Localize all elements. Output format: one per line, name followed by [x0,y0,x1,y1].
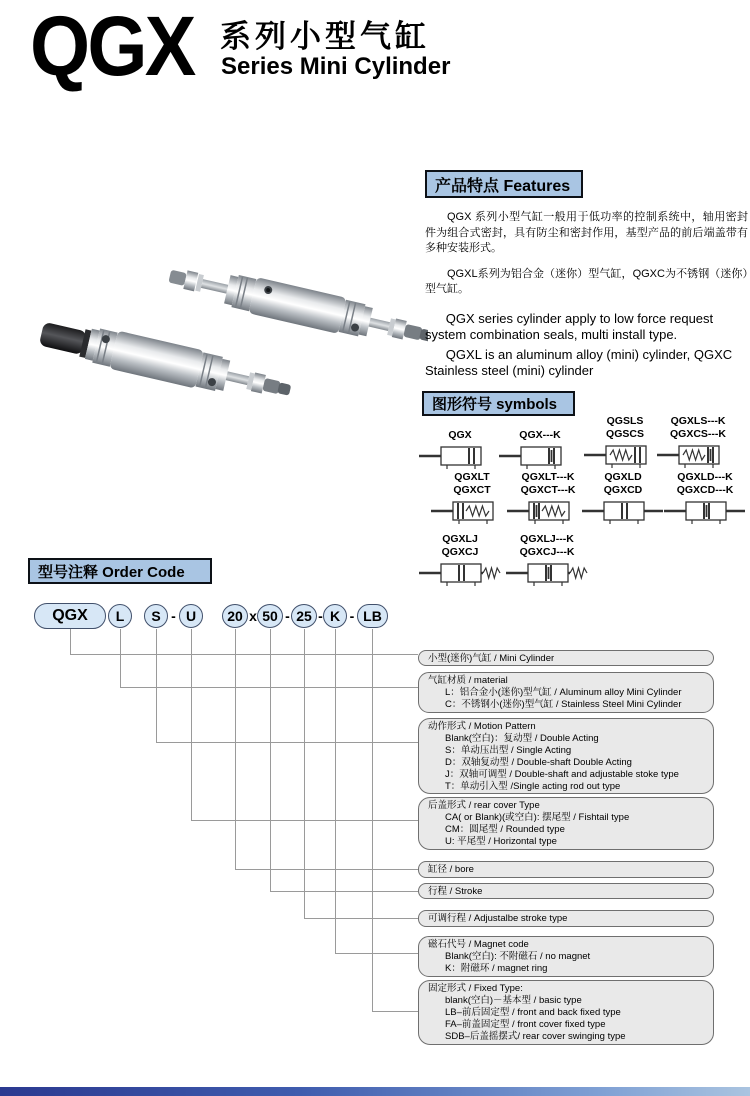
order-code-box [418,980,714,1045]
order-code-box [418,797,714,850]
connector-vertical-line [120,629,121,687]
connector-vertical-line [304,629,305,918]
order-code-box [418,672,714,713]
connector-vertical-line [335,629,336,953]
symbol-label: QGXLS---K [670,415,726,427]
cylinder-symbol-icon [417,559,503,589]
order-code-box-title: 小型(迷你)气缸 / Mini Cylinder [428,653,555,664]
symbol-label: QGXCD [603,484,643,496]
order-code-box-line: T：单动引入型 /Single acting rod out type [445,781,621,792]
symbol-label: QGXCD---K [676,484,734,496]
order-code-box-line: D：双轴复动型 / Double-shaft Double Acting [445,757,632,768]
symbol-label: QGX---K [519,429,561,441]
symbol-label: QGSLS [606,415,644,427]
connector-horizontal-line [270,891,418,892]
order-code-box [418,910,714,927]
symbol-label: QGXLT [454,471,490,483]
order-code-token-U: U [179,604,203,628]
footer-color-bar [0,1087,750,1096]
symbol-label: QGXLJ---K [520,533,574,545]
order-code-box [418,650,714,666]
cylinder-symbol-icon [417,442,503,472]
cylinder-symbol-icon [655,441,741,471]
cylinder-symbol-icon [505,497,591,527]
order-code-box-title: 磁石代号 / Magnet code [428,939,529,950]
symbol-label: QGXCT [453,484,491,496]
cylinder-symbol-icon [580,497,666,527]
connector-horizontal-line [70,654,418,655]
order-code-box [418,861,714,878]
connector-horizontal-line [120,687,418,688]
symbol-label: QGX [448,429,472,441]
connector-horizontal-line [156,742,418,743]
order-code-box-title: 气缸材质 / material [428,675,508,686]
order-code-box-title: 固定形式 / Fixed Type: [428,983,523,994]
symbol-label: QGXCS---K [670,428,726,440]
order-code-token-50: 50 [257,604,283,628]
symbol-label: QGXCJ [441,546,479,558]
order-code-token-QGX: QGX [34,603,106,629]
connector-vertical-line [156,629,157,742]
symbol-label: QGXLT---K [521,471,575,483]
order-code-box-title: 动作形式 / Motion Pattern [428,721,536,732]
order-code-box-title: 行程 / Stroke [428,886,483,897]
symbols-section-header: 图形符号 symbols [422,391,575,416]
order-code-box-title: 缸径 / bore [428,864,474,875]
order-code-box-line: CA( or Blank)(或空白): 摆尾型 / Fishtail type [445,812,630,823]
symbol-label: QGSCS [606,428,644,440]
order-code-separator: - [171,608,176,624]
order-code-token-LB: LB [357,604,388,628]
connector-horizontal-line [372,1011,418,1012]
cylinder-front [37,314,294,407]
cylinder-symbol-icon [429,497,515,527]
order-code-box-line: LB–前后固定型 / front and back fixed type [445,1007,621,1018]
cylinder-symbol-icon [497,442,583,472]
connector-horizontal-line [304,918,418,919]
symbol-basic [417,429,503,472]
symbol-label: QGXLJ [442,533,478,545]
features-cn-paragraph: QGXL系列为铝合金（迷你）型气缸，QGXC为不锈钢（迷你）型气缸。 [425,267,748,295]
features-en-paragraph: QGXL is an aluminum alloy (mini) cylinder, QGXC Stainless steel (mini) cylinder [425,346,733,378]
symbol-basic-magnet [497,429,583,472]
order-code-box [418,883,714,899]
order-code-token-L: L [108,604,132,628]
order-code-box [418,936,714,977]
symbol-label: QGXCJ---K [519,546,575,558]
connector-vertical-line [235,629,236,869]
symbol-label: QGXLD---K [677,471,733,483]
order-code-separator: - [318,608,323,624]
symbol-double-rod-magnet [662,471,748,527]
symbol-double-rod-spring-magnet [504,533,590,589]
order-code-box-line: blank(空白)－基本型 / basic type [445,995,582,1006]
features-text-block [425,210,748,380]
page-title-cn: 系列小型气缸 [220,19,430,54]
order-code-box-line: FA–前盖固定型 / front cover fixed type [445,1019,606,1030]
connector-vertical-line [372,629,373,1011]
cylinder-symbol-icon [662,497,748,527]
order-code-box-line: L：铝合金小(迷你)型气缸 / Aluminum alloy Mini Cylinder [445,687,682,698]
order-code-box-line: CM：圆尾型 / Rounded type [445,824,565,835]
cylinder-symbol-icon [504,559,590,589]
connector-vertical-line [70,629,71,654]
features-section-header: 产品特点 Features [425,170,583,198]
order-code-box-line: J：双轴可调型 / Double-shaft and adjustable stoke type [445,769,679,780]
order-code-separator: x [249,608,257,624]
order-code-separator: - [285,608,290,624]
connector-horizontal-line [335,953,418,954]
connector-horizontal-line [235,869,418,870]
order-code-box-line: K：附磁环 / magnet ring [445,963,548,974]
symbol-spring-front-magnet [505,471,591,527]
order-code-box [418,718,714,794]
order-code-token-20: 20 [222,604,248,628]
order-code-token-K: K [323,604,347,628]
order-code-box-title: 后盖形式 / rear cover Type [428,800,540,811]
connector-vertical-line [191,629,192,820]
order-code-separator: - [349,608,355,624]
order-code-token-S: S [144,604,168,628]
order-code-box-line: Blank(空白)：复动型 / Double Acting [445,733,599,744]
symbol-spring-rear-magnet [655,415,741,471]
order-code-token-25: 25 [291,604,317,628]
order-code-box-line: S：单动压出型 / Single Acting [445,745,572,756]
features-cn-paragraph: QGX 系列小型气缸一般用于低功率的控制系统中，轴用密封件为组合式密封，具有防尘和密封作用，基型产品的前后端盖带有多种安装形式。 [425,211,748,254]
order-code-box-line: Blank(空白): 不附磁石 / no magnet [445,951,591,962]
order-code-box-title: 可调行程 / Adjustalbe stroke type [428,913,568,924]
features-en-paragraph: QGX series cylinder apply to low force request system combination seals, multi install type. [425,310,714,342]
symbol-double-rod [580,471,666,527]
symbol-label: QGXLD [604,471,642,483]
order-code-section-header: 型号注释 Order Code [28,558,212,584]
product-photo-mini-cylinders [28,232,428,407]
page-title-en: Series Mini Cylinder [221,53,451,80]
symbol-double-rod-spring [417,533,503,589]
connector-vertical-line [270,629,271,891]
order-code-box-line: U: 平尾型 / Horizontal type [445,836,557,847]
cylinder-rear [166,258,428,355]
symbol-label: QGXCT---K [520,484,576,496]
symbol-spring-front [429,471,515,527]
order-code-box-line: C：不锈钢小(迷你)型气缸 / Stainless Steel Mini Cylinder [445,699,682,710]
order-code-box-line: SDB–后盖摇摆式/ rear cover swinging type [445,1031,626,1042]
brand-logo: QGX [30,0,194,93]
